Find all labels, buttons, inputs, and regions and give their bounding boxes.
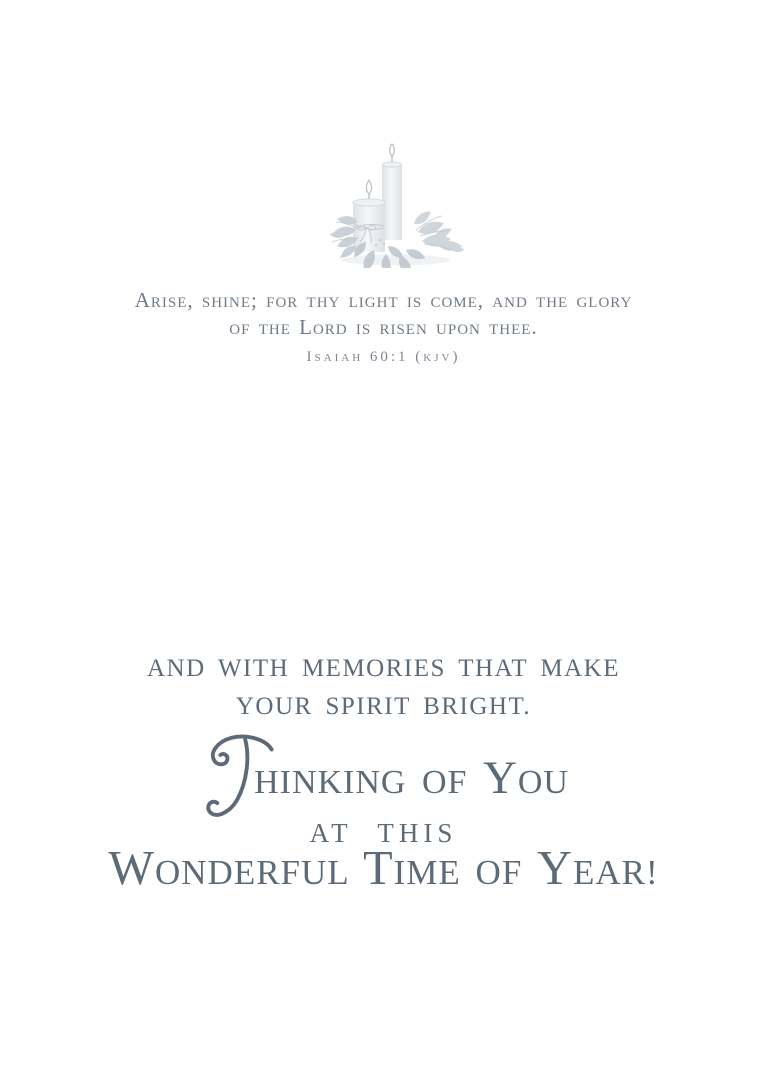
candles-with-greenery-icon: [326, 142, 466, 268]
swash-capital-y: Y: [537, 842, 573, 895]
verse-line-2: of the Lord is risen upon thee.: [229, 315, 538, 339]
greeting3-segment: EAR!: [572, 853, 659, 892]
swash-capital-t: T: [363, 842, 394, 895]
greeting-line-2: AT THIS: [309, 818, 458, 848]
greeting-line-1: [0, 734, 767, 824]
swash-capital-w: W: [108, 842, 155, 895]
scripture-verse: [0, 287, 767, 341]
card-bottom-section: [0, 650, 767, 893]
greeting3-segment: IME OF: [393, 853, 538, 892]
greeting-line-1-text: [254, 734, 569, 802]
scripture-reference: Isaiah 60:1 (kjv): [306, 349, 461, 365]
greeting1-segment: HINKING OF: [254, 764, 483, 801]
greeting1-segment: OU: [517, 764, 569, 801]
greeting3-segment: ONDERFUL: [155, 853, 364, 892]
message-line-2: YOUR SPIRIT BRIGHT.: [235, 693, 532, 720]
swash-capital-y: Y: [482, 752, 518, 804]
verse-line-1: Arise, shine; for thy light is come, and the glory: [134, 288, 633, 312]
card-top-section: [0, 142, 767, 366]
sentiment-message: [0, 650, 767, 726]
greeting-line-3: [0, 842, 767, 895]
message-line-1: AND WITH MEMORIES THAT MAKE: [147, 655, 620, 682]
